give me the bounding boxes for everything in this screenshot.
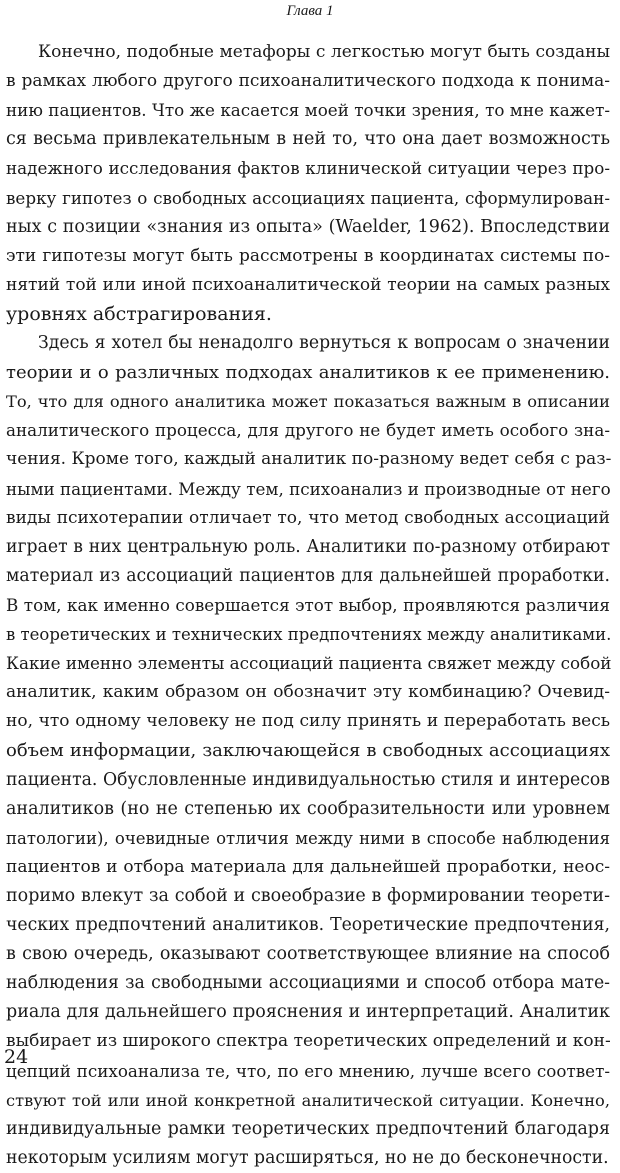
text-line: в рамках любого другого психоаналитического подхода к понима-: [6, 71, 610, 91]
text-line: материал из ассоциаций пациентов для дальнейшей проработки.: [6, 566, 610, 586]
text-line: Конечно, подобные метафоры с легкостью могут быть созданы: [38, 42, 610, 62]
text-line: виды психотерапии отличает то, что метод свободных ассоциаций: [6, 508, 610, 528]
text-line: Здесь я хотел бы ненадолго вернуться к вопросам о значении: [38, 333, 610, 353]
text-line: аналитик, каким образом он обозначит эту комбинацию? Очевид-: [6, 682, 610, 702]
text-line: уровнях абстрагирования.: [6, 303, 272, 325]
text-line: верку гипотез о свободных ассоциациях пациента, сформулирован-: [6, 188, 610, 208]
text-line: аналитического процесса, для другого не будет иметь особого зна-: [6, 420, 610, 440]
text-line: некоторым усилиям могут расширяться, но не до бесконечности.: [6, 1148, 609, 1168]
text-line: в свою очередь, оказывают соответствующее влияние на способ: [6, 944, 610, 964]
text-line: То, что для одного аналитика может показаться важным в описании: [6, 392, 610, 411]
text-line: ческих предпочтений аналитиков. Теоретические предпочтения,: [6, 915, 610, 935]
text-line: риала для дальнейшего прояснения и интерпретаций. Аналитик: [6, 1002, 610, 1022]
text-line: надежного исследования фактов клинической ситуации через про-: [6, 158, 610, 178]
text-line: В том, как именно совершается этот выбор, проявляются различия: [6, 595, 610, 615]
text-line: ными пациентами. Между тем, психоанализ и производные от него: [6, 479, 611, 499]
text-line: теории и о различных подходах аналитиков к ее применению.: [6, 362, 610, 383]
text-line: Какие именно элементы ассоциаций пациента свяжет между собой: [6, 653, 612, 673]
text-line: ся весьма привлекательным в ней то, что она дает возможность: [6, 129, 610, 149]
text-line: объем информации, заключающейся в свободных ассоциациях: [6, 740, 610, 761]
text-line: индивидуальные рамки теоретических предпочтений благодаря: [6, 1119, 610, 1139]
page-number: 24: [4, 1046, 29, 1068]
text-line: наблюдения за свободными ассоциациями и способ отбора мате-: [6, 973, 610, 993]
text-line: цепций психоанализа те, что, по его мнению, лучше всего соответ-: [6, 1061, 610, 1081]
text-line: пациентов и отбора материала для дальнейшей проработки, неос-: [6, 857, 610, 877]
text-line: нию пациентов. Что же касается моей точки зрения, то мне кажет-: [6, 100, 610, 120]
text-line: чения. Кроме того, каждый аналитик по-разному ведет себя с раз-: [6, 449, 612, 469]
text-line: эти гипотезы могут быть рассмотрены в координатах системы по-: [6, 246, 610, 266]
text-line: играет в них центральную роль. Аналитики по-разному отбирают: [6, 537, 610, 557]
text-line: аналитиков (но не степенью их сообразительности или уровнем: [6, 799, 610, 819]
running-header: Глава 1: [286, 3, 334, 19]
text-line: в теоретических и технических предпочтениях между аналитиками.: [6, 625, 612, 644]
text-line: нятий той или иной психоаналитической теории на самых разных: [6, 275, 610, 295]
text-line: но, что одному человеку не под силу принять и переработать весь: [6, 711, 610, 731]
text-line: ствуют той или иной конкретной аналитической ситуации. Конечно,: [6, 1091, 610, 1110]
text-line: пациента. Обусловленные индивидуальностью стиля и интересов: [6, 770, 610, 790]
text-line: выбирает из широкого спектра теоретических определений и кон-: [6, 1031, 611, 1051]
text-line: патологии), очевидные отличия между ними в способе наблюдения: [6, 829, 610, 848]
text-line: ных с позиции «знания из опыта» (Waelder, 1962). Впоследствии: [6, 217, 610, 237]
text-line: поримо влекут за собой и своеобразие в формировании теорети-: [6, 886, 610, 906]
